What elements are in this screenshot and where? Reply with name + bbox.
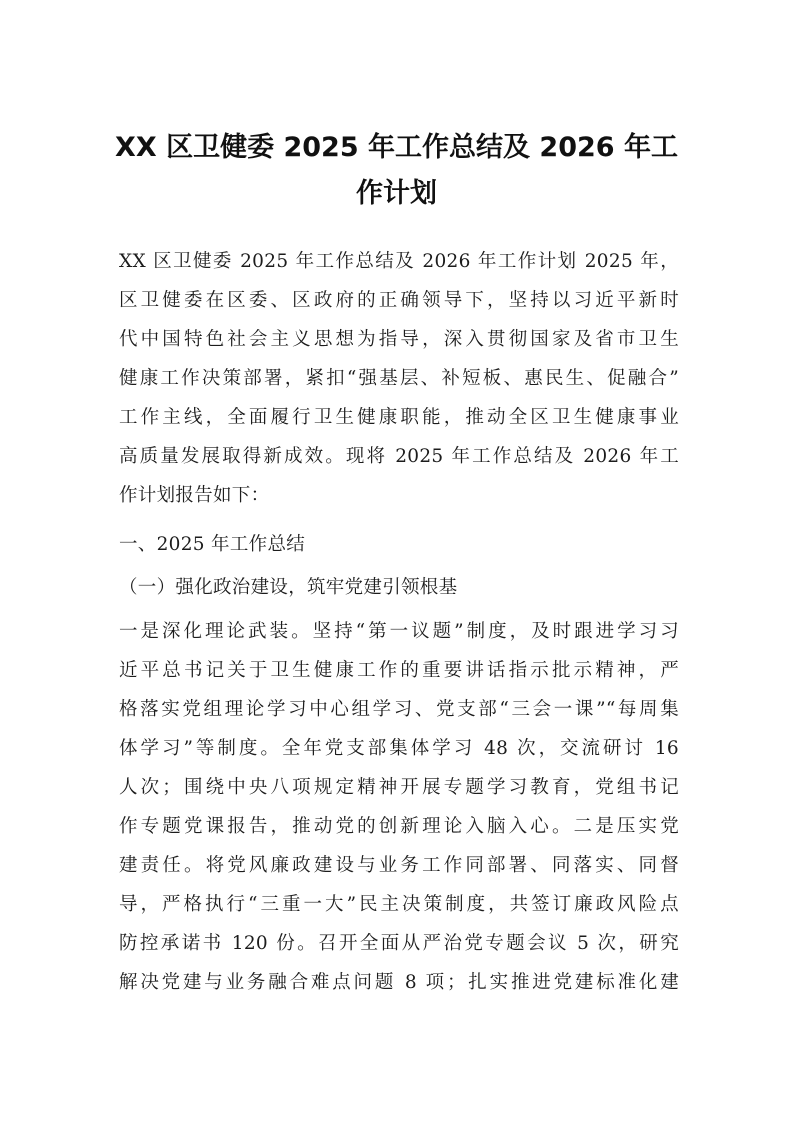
subsection-heading: （一）强化政治建设，筑牢党建引领根基 — [119, 577, 458, 598]
document-title-line-2: 作计划 — [356, 178, 437, 209]
body-line-12: 格落实党组理论学习中心组学习、党支部“三会一课”“每周集 — [119, 699, 679, 720]
body-line-15: 作专题党课报告，推动党的创新理论入脑入心。二是压实党 — [119, 816, 679, 837]
body-line-7: 作计划报告如下： — [119, 485, 270, 506]
body-line-10: 一是深化理论武装。坚持“第一议题”制度，及时跟进学习习 — [119, 621, 679, 642]
body-line-19: 解决党建与业务融合难点问题 8 项；扎实推进党建标准化建 — [119, 972, 679, 993]
body-line-5: 工作主线，全面履行卫生健康职能，推动全区卫生健康事业 — [119, 407, 679, 428]
document-title-line-1: XX 区卫健委 2025 年工作总结及 2026 年工 — [115, 132, 678, 163]
body-line-3: 代中国特色社会主义思想为指导，深入贯彻国家及省市卫生 — [119, 329, 679, 350]
section-heading: 一、2025 年工作总结 — [119, 534, 306, 555]
body-line-18: 防控承诺书 120 份。召开全面从严治党专题会议 5 次，研究 — [119, 933, 679, 954]
body-line-6: 高质量发展取得新成效。现将 2025 年工作总结及 2026 年工 — [119, 446, 679, 467]
body-line-14: 人次；围绕中央八项规定精神开展专题学习教育，党组书记 — [119, 777, 679, 798]
body-line-4: 健康工作决策部署，紧扣“强基层、补短板、惠民生、促融合” — [119, 368, 679, 389]
body-line-11: 近平总书记关于卫生健康工作的重要讲话指示批示精神，严 — [119, 660, 679, 681]
body-line-13: 体学习”等制度。全年党支部集体学习 48 次，交流研讨 16 — [119, 738, 679, 759]
body-line-17: 导，严格执行“三重一大”民主决策制度，共签订廉政风险点 — [119, 894, 679, 915]
body-line-16: 建责任。将党风廉政建设与业务工作同部署、同落实、同督 — [119, 855, 679, 876]
body-line-1: XX 区卫健委 2025 年工作总结及 2026 年工作计划 2025 年， — [119, 251, 679, 272]
body-line-2: 区卫健委在区委、区政府的正确领导下，坚持以习近平新时 — [119, 290, 679, 311]
